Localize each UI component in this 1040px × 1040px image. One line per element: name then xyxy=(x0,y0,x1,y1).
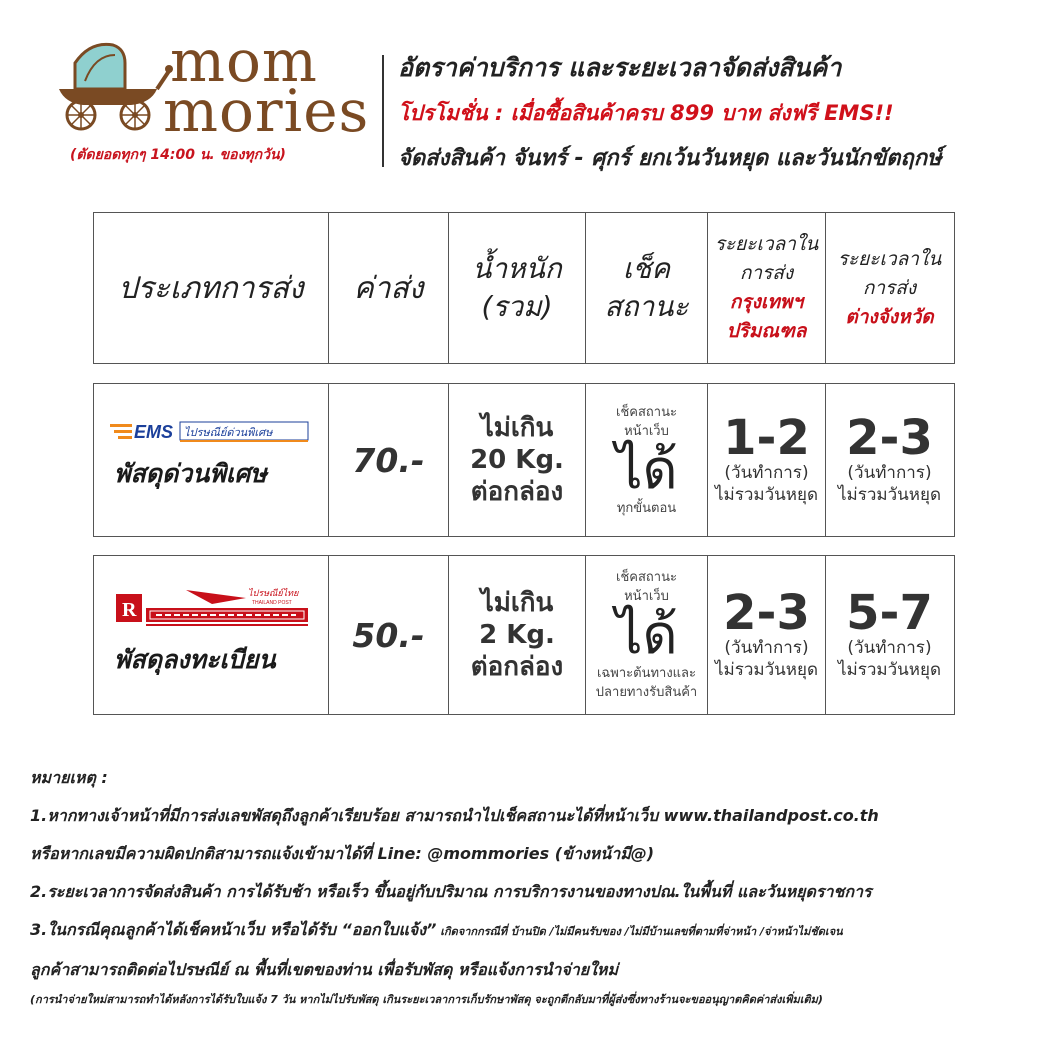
note-1-line2: หรือหากเลขมีความผิดปกติสามารถแจ้งเข้ามาได้ที่ Line: @mommories (ข้างหน้ามี@) xyxy=(30,844,655,863)
table-header-row xyxy=(93,212,955,364)
weight-ems-l2: 20 Kg. xyxy=(470,445,564,475)
check-cell-registered xyxy=(586,556,708,714)
check-registered-bottom1: เฉพาะต้นทางและ xyxy=(596,666,697,681)
brand-word-mom: mom xyxy=(170,27,318,95)
prov-registered-sub2: ไม่รวมวันหยุด xyxy=(837,660,941,680)
bkk-ems-sub2: ไม่รวมวันหยุด xyxy=(714,485,818,505)
schedule-text: จัดส่งสินค้า จันทร์ - ศุกร์ ยกเว้นวันหยุด และวันนักขัตฤกษ์ xyxy=(398,146,942,171)
prov-registered-sub1: (วันทำการ) xyxy=(847,638,932,658)
thailand-post-logo-icon xyxy=(116,586,311,628)
cutoff-time-note: (ตัดยอดทุกๆ 14:00 น. ของทุกวัน) xyxy=(70,147,286,163)
bkk-registered-sub1: (วันทำการ) xyxy=(724,638,809,658)
ems-logo-icon xyxy=(110,420,310,442)
header-prov-l1: ระยะเวลาใน xyxy=(837,247,942,270)
check-ems-top2: หน้าเว็บ xyxy=(624,423,669,439)
header-cell-type xyxy=(94,213,329,363)
thailand-post-thai-text: ไปรษณีย์ไทย xyxy=(248,589,299,599)
prov-days-ems: 2-3 xyxy=(846,410,933,466)
prov-ems-sub2: ไม่รวมวันหยุด xyxy=(837,485,941,505)
note-2: 2.ระยะเวลาการจัดส่งสินค้า การได้รับช้า หรือเร็ว ขึ้นอยู่กับปริมาณ การบริการงานของทางปณ.ในพื้นที่ และวันหยุดราชการ xyxy=(30,882,872,901)
thailand-post-en-text: THAILAND POST xyxy=(252,600,292,606)
header-prov-l2: การส่ง xyxy=(862,276,917,299)
baby-carriage-icon xyxy=(45,41,175,131)
header-weight-l2: (รวม) xyxy=(481,290,553,323)
prov-ems-sub1: (วันทำการ) xyxy=(847,463,932,483)
bkk-registered-sub2: ไม่รวมวันหยุด xyxy=(714,660,818,680)
province-cell-ems xyxy=(826,384,953,536)
note-4: (การนำจ่ายใหม่สามารถทำได้หลังการได้รับใบแจ้ง 7 วัน หากไม่ไปรับพัสดุ เกินระยะเวลาการเก็บรักษาพัสดุ จะถูกตีกลับมาที่ผู้ส่งซึ่งทางร้านจะขออนุญาตคิดค่าส่งเพิ่มเติม) xyxy=(30,993,823,1006)
header-weight-l1: น้ำหนัก xyxy=(472,252,562,285)
check-cell-ems xyxy=(586,384,708,536)
header-cell-check xyxy=(586,213,708,363)
bkk-cell-ems xyxy=(708,384,826,536)
registered-logo-letter: R xyxy=(122,599,137,621)
header-check-l2: สถานะ xyxy=(604,290,689,323)
bkk-days-ems: 1-2 xyxy=(723,410,810,466)
weight-registered-l1: ไม่เกิน xyxy=(480,588,554,618)
note-3-detail: เกิดจากกรณีที่ บ้านปิด /ไม่มีคนรับของ /ไม่มีบ้านเลขที่ตามที่จ่าหน้า /จ่าหน้าไม่ชัดเจน xyxy=(436,925,843,938)
header-bkk-l4: ปริมณฑล xyxy=(726,320,807,342)
check-registered-big: ได้ xyxy=(615,603,678,666)
service-cell-registered xyxy=(94,556,329,714)
header-bkk-l2: การส่ง xyxy=(739,262,794,284)
ems-logo-text: EMS xyxy=(134,422,174,442)
price-cell-ems xyxy=(329,384,449,536)
weight-ems-l3: ต่อกล่อง xyxy=(470,477,564,507)
province-cell-registered xyxy=(826,556,953,714)
check-registered-top2: หน้าเว็บ xyxy=(624,589,669,604)
header-bkk-l1: ระยะเวลาใน xyxy=(714,233,819,255)
service-name-ems: พัสดุด่วนพิเศษ xyxy=(114,459,267,488)
check-registered-top1: เช็คสถานะ xyxy=(616,570,677,585)
page-title: อัตราค่าบริการ และระยะเวลาจัดส่งสินค้า xyxy=(398,53,842,82)
weight-cell-registered xyxy=(449,556,586,714)
weight-cell-ems xyxy=(449,384,586,536)
check-ems-top1: เช็คสถานะ xyxy=(616,404,677,420)
bkk-cell-registered xyxy=(708,556,826,714)
check-registered-bottom2: ปลายทางรับสินค้า xyxy=(595,685,698,700)
bkk-days-registered: 2-3 xyxy=(723,585,810,641)
price-ems: 70.- xyxy=(352,440,425,480)
weight-registered-l3: ต่อกล่อง xyxy=(470,652,564,682)
table-row xyxy=(93,383,955,537)
prov-days-registered: 5-7 xyxy=(846,585,933,641)
price-cell-registered xyxy=(329,556,449,714)
header-cell-province xyxy=(826,213,953,363)
header-divider xyxy=(382,55,384,167)
weight-ems-l1: ไม่เกิน xyxy=(480,413,554,443)
service-name-registered: พัสดุลงทะเบียน xyxy=(114,645,276,674)
header-cell-weight xyxy=(449,213,586,363)
header-cell-bkk xyxy=(708,213,826,363)
header-check-l1: เช็ค xyxy=(622,252,671,285)
ems-logo-subtext: ไปรษณีย์ด่วนพิเศษ xyxy=(184,426,273,439)
check-ems-big: ได้ xyxy=(615,437,678,501)
brand-word-mories: mories xyxy=(163,77,370,145)
header-cell-price xyxy=(329,213,449,363)
table-row xyxy=(93,555,955,715)
notes-title: หมายเหตุ : xyxy=(30,768,108,787)
service-cell-ems xyxy=(94,384,329,536)
promo-text: โปรโมชั่น : เมื่อซื้อสินค้าครบ 899 บาท ส่งฟรี EMS!! xyxy=(398,101,894,125)
check-ems-bottom1: ทุกขั้นตอน xyxy=(616,500,677,516)
weight-registered-l2: 2 Kg. xyxy=(479,620,555,650)
bkk-ems-sub1: (วันทำการ) xyxy=(724,463,809,483)
price-registered: 50.- xyxy=(352,615,425,655)
header-bkk-l3: กรุงเทพฯ xyxy=(729,291,804,313)
note-3 xyxy=(30,918,843,943)
header-type-label: ประเภทการส่ง xyxy=(118,270,304,306)
header-price-label: ค่าส่ง xyxy=(353,270,424,306)
note-3-main: 3.ในกรณีคุณลูกค้าได้เช็คหน้าเว็บ หรือได้รับ “ออกใบแจ้ง” xyxy=(30,920,437,939)
note-3-line2: ลูกค้าสามารถติดต่อไปรษณีย์ ณ พื้นที่เขตของท่าน เพื่อรับพัสดุ หรือแจ้งการนำจ่ายใหม่ xyxy=(30,960,619,979)
header-prov-l3: ต่างจังหวัด xyxy=(845,305,934,328)
note-1: 1.หากทางเจ้าหน้าที่มีการส่งเลขพัสดุถึงลูกค้าเรียบร้อย สามารถนำไปเช็คสถานะได้ที่หน้าเว็บ www.thailandpost.co.th xyxy=(30,806,879,825)
